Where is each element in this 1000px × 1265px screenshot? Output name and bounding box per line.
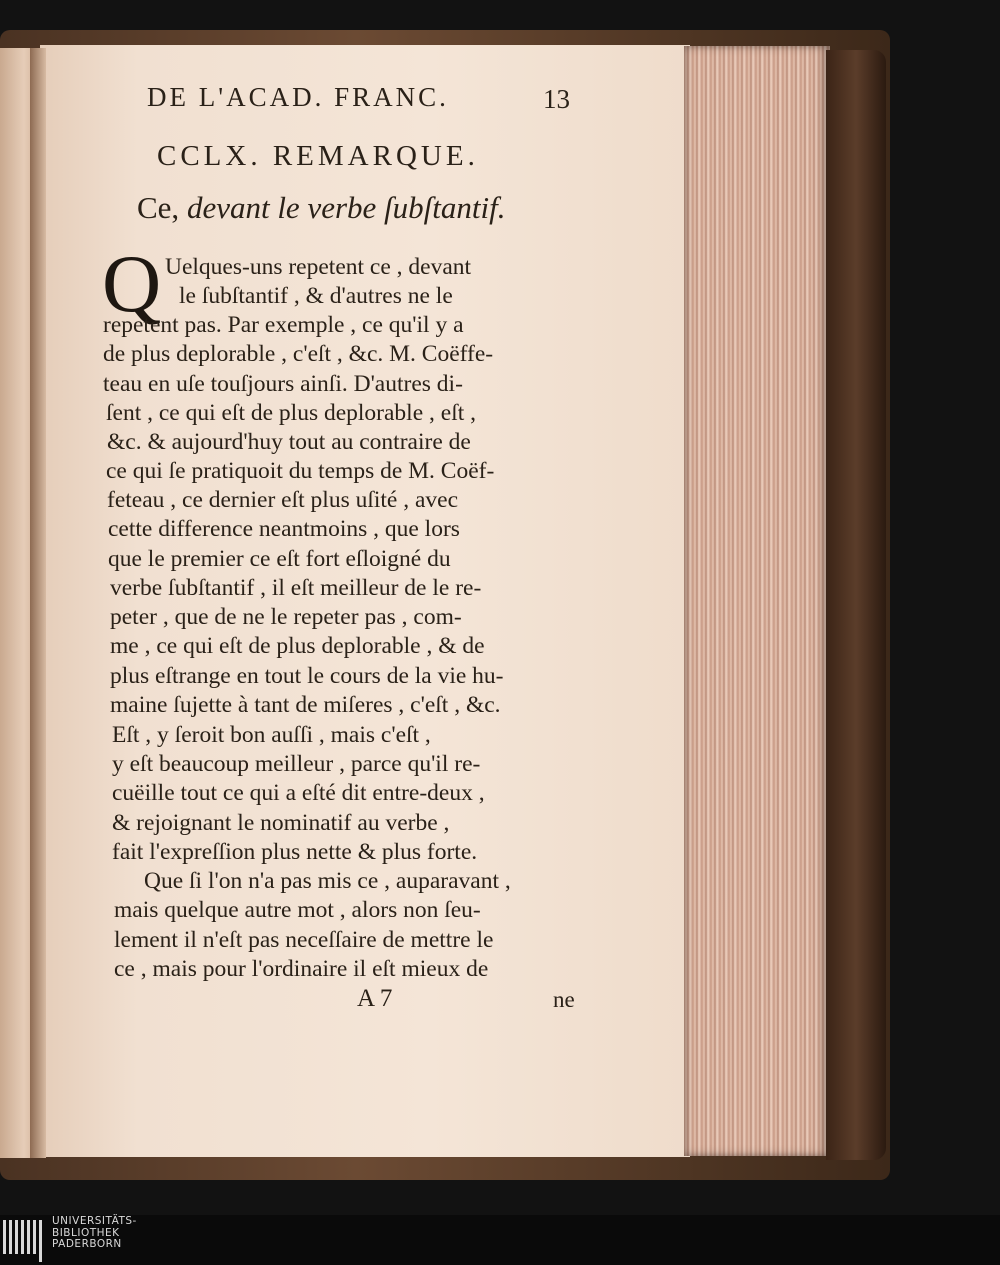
text-line: & rejoignant le nominatif au verbe , <box>112 810 450 836</box>
text-line: mais quelque autre mot , alors non ſeu- <box>114 897 481 923</box>
text-line: cette difference neantmoins , que lors <box>108 516 460 542</box>
text-line: peter , que de ne le repeter pas , com- <box>110 604 462 630</box>
text-line: fait l'expreſſion plus nette & plus forte. <box>112 839 478 865</box>
text-line: teau en uſe touſjours ainſi. D'autres di- <box>103 371 463 397</box>
text-line: plus eſtrange en tout le cours de la vie hu- <box>110 663 504 689</box>
signature-mark: A 7 <box>357 985 393 1012</box>
text-line: verbe ſubſtantif , il eſt meilleur de le re- <box>110 575 482 601</box>
text-line: maine ſujette à tant de miſeres , c'eſt , &c. <box>110 692 501 718</box>
text-line: Uelques-uns repetent ce , devant <box>165 254 472 280</box>
text-line: Que ſi l'on n'a pas mis ce , auparavant , <box>144 868 511 894</box>
subheading <box>137 190 505 226</box>
subheading-italic: devant le verbe ſubſtantif. <box>186 190 506 225</box>
library-logo-text <box>52 1216 137 1251</box>
page-block-edges <box>684 46 830 1156</box>
page-gutter <box>30 48 46 1158</box>
text-line: ce , mais pour l'ordinaire il eſt mieux de <box>114 956 489 982</box>
logo-line-1: UNIVERSITÄTS- <box>52 1215 137 1227</box>
text-line: ce qui ſe pratiquoit du temps de M. Coëf- <box>106 458 495 484</box>
text-line: cuëille tout ce qui a eſté dit entre-deux , <box>112 780 485 806</box>
text-line: de plus deplorable , c'eſt , &c. M. Coëffe- <box>103 341 494 367</box>
text-line: le ſubſtantif , & d'autres ne le <box>179 283 453 309</box>
library-logo-icon <box>2 1218 44 1262</box>
footer-bar <box>0 1215 1000 1265</box>
catchword: ne <box>553 987 575 1012</box>
text-line: que le premier ce eſt fort eſloigné du <box>108 546 451 572</box>
drop-cap: Q <box>102 238 162 329</box>
subheading-roman: Ce, <box>137 190 180 225</box>
text-line: y eſt beaucoup meilleur , parce qu'il re- <box>112 751 481 777</box>
book-spine <box>826 50 886 1160</box>
logo-line-2: BIBLIOTHEK <box>52 1226 120 1239</box>
text-line: repetent pas. Par exemple , ce qu'il y a <box>103 312 464 338</box>
text-line: lement il n'eſt pas neceſſaire de mettre le <box>114 927 494 953</box>
text-line: feteau , ce dernier eſt plus uſité , avec <box>107 487 459 513</box>
text-line: me , ce qui eſt de plus deplorable , & de <box>110 633 485 659</box>
page-number: 13 <box>543 84 570 114</box>
logo-line-3: PADERBORN <box>52 1238 122 1250</box>
text-line: ſent , ce qui eſt de plus deplorable , eſt , <box>106 400 477 426</box>
remark-title: CCLX. REMARQUE. <box>157 140 479 172</box>
text-line: &c. & aujourd'huy tout au contraire de <box>107 429 471 455</box>
running-head: DE L'ACAD. FRANC. <box>147 82 449 112</box>
text-line: Eſt , y ſeroit bon auſſi , mais c'eſt , <box>112 722 431 748</box>
